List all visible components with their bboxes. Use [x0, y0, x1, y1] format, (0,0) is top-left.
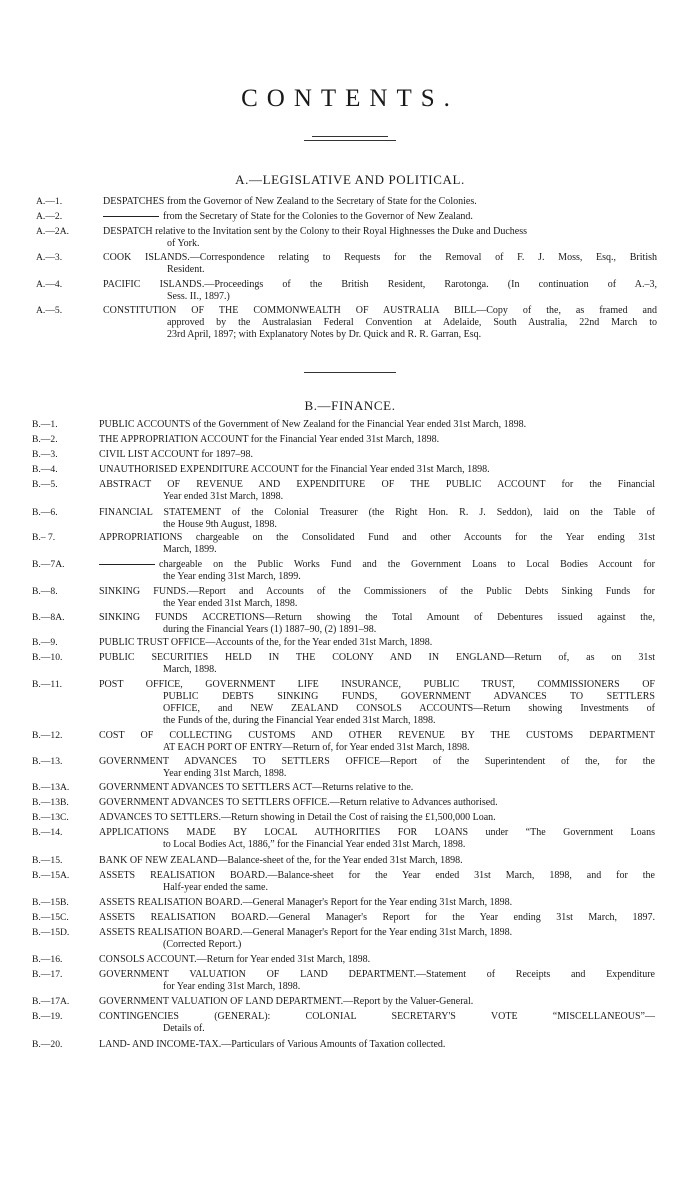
entry-code: B.—8. — [32, 586, 58, 597]
entry-line: CONSTITUTION OF THE COMMONWEALTH OF AUSTRALIA BILL—Copy of the, as framed and — [103, 305, 657, 316]
entry-description — [99, 912, 655, 924]
entry-code: B.—16. — [32, 954, 63, 965]
entry-line: (Corrected Report.) — [163, 939, 242, 950]
entry-line: CONTINGENCIES (GENERAL): COLONIAL SECRETARY'S VOTE “MISCELLANEOUS”— — [99, 1011, 655, 1022]
entry-description — [99, 679, 655, 727]
ditto-dash — [99, 564, 155, 565]
entry-code: B.—19. — [32, 1011, 63, 1022]
entry-line: Half-year ended the same. — [163, 882, 268, 893]
entry-line: during the Financial Years (1) 1887–90, (2) 1891–98. — [163, 624, 377, 635]
title-rule-lower — [304, 140, 396, 141]
entry-code: B.—3. — [32, 449, 58, 460]
entry-line: PUBLIC DEBTS SINKING FUNDS, GOVERNMENT ADVANCES TO SETTLERS — [163, 691, 655, 702]
entry-code: B.—1. — [32, 419, 58, 430]
section-heading-legislative: A.—LEGISLATIVE AND POLITICAL. — [235, 172, 465, 187]
title-rule-upper — [312, 136, 388, 137]
entry-description — [99, 927, 655, 951]
entry-description — [99, 652, 655, 676]
entry-description — [99, 434, 655, 446]
entry-code: A.—5. — [36, 305, 63, 316]
entry-line: GOVERNMENT VALUATION OF LAND DEPARTMENT.—Report by the Valuer-General. — [99, 996, 474, 1007]
entry-line-text: chargeable on the Public Works Fund and the Government Loans to Local Bodies Account for — [159, 559, 655, 570]
entry-code: B.—12. — [32, 730, 63, 741]
entry-line: GOVERNMENT ADVANCES TO SETTLERS OFFICE—Report of the Superintendent of the, for the — [99, 756, 655, 767]
entry-code: B.—13C. — [32, 812, 69, 823]
entry-description — [99, 449, 655, 461]
entry-line: of York. — [167, 238, 200, 249]
entry-line: ASSETS REALISATION BOARD.—General Manager's Report for the Year ending 31st March, 1898. — [99, 927, 513, 938]
entry-description — [99, 827, 655, 851]
page-title: CONTENTS. — [241, 85, 459, 112]
entry-description — [99, 954, 655, 966]
entry-code: A.—3. — [36, 252, 63, 263]
entry-line: approved by the Australasian Federal Convention at Adelaide, South Australia, 22nd March to — [167, 317, 657, 328]
entry-code: B.—15D. — [32, 927, 70, 938]
section-heading-finance: B.—FINANCE. — [304, 398, 396, 413]
entry-line: PUBLIC ACCOUNTS of the Government of New Zealand for the Financial Year ended 31st March, 1898. — [99, 419, 527, 430]
entry-code: B.—7A. — [32, 559, 65, 570]
entry-line: FINANCIAL STATEMENT of the Colonial Treasurer (the Right Hon. R. J. Seddon), laid on the Table of — [99, 507, 655, 518]
entry-line — [103, 211, 657, 223]
entry-line: ASSETS REALISATION BOARD.—Balance-sheet for the Year ended 31st March, 1898, and for the — [99, 870, 655, 881]
entry-code: A.—4. — [36, 279, 63, 290]
entry-line — [99, 559, 655, 571]
entry-description — [99, 637, 655, 649]
ditto-dash — [103, 216, 159, 217]
entry-line: COOK ISLANDS.—Correspondence relating to Requests for the Removal of F. J. Moss, Esq., British — [103, 252, 657, 263]
entry-line: SINKING FUNDS ACCRETIONS—Return showing the Total Amount of Debentures issued against the, — [99, 612, 655, 623]
entry-description — [99, 532, 655, 556]
entry-description — [99, 996, 655, 1008]
entry-line: OFFICE, and NEW ZEALAND CONSOLS ACCOUNTS—Return showing Investments of — [163, 703, 655, 714]
entry-description — [99, 479, 655, 503]
entry-line: CONSOLS ACCOUNT.—Return for Year ended 31st March, 1898. — [99, 954, 371, 965]
entry-line: DESPATCH relative to the Invitation sent by the Colony to their Royal Highnesses the Duke and Duchess — [103, 226, 528, 237]
entry-line: Sess. II., 1897.) — [167, 291, 230, 302]
entry-code: B.—10. — [32, 652, 63, 663]
entry-line: March, 1899. — [163, 544, 217, 555]
entry-description — [99, 559, 655, 583]
entry-code: B.—11. — [32, 679, 63, 690]
entry-line: Details of. — [163, 1023, 205, 1034]
entry-code: A.—2. — [36, 211, 63, 222]
entry-description — [99, 507, 655, 531]
entry-description — [99, 897, 655, 909]
entry-code: B.– 7. — [32, 532, 56, 543]
entry-description — [99, 855, 655, 867]
entry-line: Resident. — [167, 264, 205, 275]
entry-description — [99, 419, 655, 431]
entry-line: ABSTRACT OF REVENUE AND EXPENDITURE OF THE PUBLIC ACCOUNT for the Financial — [99, 479, 655, 490]
entry-description — [99, 969, 655, 993]
entry-description — [99, 1039, 655, 1051]
entry-line: APPROPRIATIONS chargeable on the Consolidated Fund and other Accounts for the Year ending 31st — [99, 532, 655, 543]
entry-code: B.—15C. — [32, 912, 69, 923]
entry-description — [103, 252, 657, 276]
entry-line: LAND- AND INCOME-TAX.—Particulars of Various Amounts of Taxation collected. — [99, 1039, 446, 1050]
entry-code: B.—9. — [32, 637, 58, 648]
entry-description — [99, 612, 655, 636]
entry-line: Year ended 31st March, 1898. — [163, 491, 284, 502]
entry-line: ADVANCES TO SETTLERS.—Return showing in Detail the Cost of raising the £1,500,000 Loan. — [99, 812, 496, 823]
entry-description — [99, 812, 655, 824]
entry-line: PUBLIC SECURITIES HELD IN THE COLONY AND IN ENGLAND—Return of, as on 31st — [99, 652, 655, 663]
entry-line: March, 1898. — [163, 664, 217, 675]
entry-code: B.—13. — [32, 756, 63, 767]
entry-description — [99, 870, 655, 894]
entry-line: CIVIL LIST ACCOUNT for 1897–98. — [99, 449, 253, 460]
entry-description — [99, 797, 655, 809]
entry-line: UNAUTHORISED EXPENDITURE ACCOUNT for the Financial Year ended 31st March, 1898. — [99, 464, 490, 475]
entry-description — [99, 464, 655, 476]
entry-code: B.—13A. — [32, 782, 70, 793]
entry-line: SINKING FUNDS.—Report and Accounts of the Commissioners of the Public Debts Sinking Funds for — [99, 586, 655, 597]
entry-line: BANK OF NEW ZEALAND—Balance-sheet of the, for the Year ended 31st March, 1898. — [99, 855, 463, 866]
entry-code: B.—14. — [32, 827, 63, 838]
entry-line: ASSETS REALISATION BOARD.—General Manager's Report for the Year ending 31st March, 1897. — [99, 912, 655, 923]
entry-code: B.—5. — [32, 479, 58, 490]
entry-line: GOVERNMENT ADVANCES TO SETTLERS ACT—Returns relative to the. — [99, 782, 414, 793]
section-divider — [304, 372, 396, 373]
entry-code: B.—13B. — [32, 797, 69, 808]
entry-code: B.—17A. — [32, 996, 70, 1007]
entry-line: the Year ending 31st March, 1899. — [163, 571, 301, 582]
entry-code: B.—17. — [32, 969, 63, 980]
entry-code: B.—2. — [32, 434, 58, 445]
entry-line: Year ending 31st March, 1898. — [163, 768, 287, 779]
entry-line: PUBLIC TRUST OFFICE—Accounts of the, for the Year ended 31st March, 1898. — [99, 637, 433, 648]
entry-line: the Year ended 31st March, 1898. — [163, 598, 298, 609]
entry-line: PACIFIC ISLANDS.—Proceedings of the British Resident, Rarotonga. (In continuation of A.–3, — [103, 279, 657, 290]
entry-line: 23rd April, 1897; with Explanatory Notes by Dr. Quick and R. R. Garran, Esq. — [167, 329, 482, 340]
entry-line: the Funds of the, during the Financial Year ended 31st March, 1898. — [163, 715, 436, 726]
entry-line: to Local Bodies Act, 1886,” for the Financial Year ended 31st March, 1898. — [163, 839, 466, 850]
entry-line: THE APPROPRIATION ACCOUNT for the Financial Year ended 31st March, 1898. — [99, 434, 440, 445]
entry-code: B.—15B. — [32, 897, 69, 908]
entry-description — [99, 782, 655, 794]
entry-description — [99, 730, 655, 754]
entry-code: B.—8A. — [32, 612, 65, 623]
entry-code: B.—4. — [32, 464, 58, 475]
entry-description — [99, 1011, 655, 1035]
entry-code: B.—15A. — [32, 870, 70, 881]
entry-description — [103, 211, 657, 223]
entry-code: B.—6. — [32, 507, 58, 518]
entry-line: POST OFFICE, GOVERNMENT LIFE INSURANCE, PUBLIC TRUST, COMMISSIONERS OF — [99, 679, 655, 690]
entry-code: B.—15. — [32, 855, 63, 866]
entry-description — [103, 196, 657, 208]
entry-line: APPLICATIONS MADE BY LOCAL AUTHORITIES FOR LOANS under “The Government Loans — [99, 827, 655, 838]
entry-line: the House 9th August, 1898. — [163, 519, 277, 530]
entry-code: B.—20. — [32, 1039, 63, 1050]
entry-line: GOVERNMENT VALUATION OF LAND DEPARTMENT.—Statement of Receipts and Expenditure — [99, 969, 655, 980]
entry-description — [103, 279, 657, 303]
entry-code: A.—2A. — [36, 226, 70, 237]
entry-line: ASSETS REALISATION BOARD.—General Manager's Report for the Year ending 31st March, 1898. — [99, 897, 513, 908]
entry-line: for Year ending 31st March, 1898. — [163, 981, 301, 992]
entry-line: AT EACH PORT OF ENTRY—Return of, for Year ended 31st March, 1898. — [163, 742, 470, 753]
entry-description — [103, 305, 657, 341]
entry-code: A.—1. — [36, 196, 63, 207]
entry-description — [99, 756, 655, 780]
entry-line-text: from the Secretary of State for the Colonies to the Governor of New Zealand. — [163, 211, 473, 222]
entry-line: GOVERNMENT ADVANCES TO SETTLERS OFFICE.—Return relative to Advances authorised. — [99, 797, 498, 808]
entry-description — [103, 226, 657, 250]
entry-line: DESPATCHES from the Governor of New Zealand to the Secretary of State for the Colonies. — [103, 196, 477, 207]
entry-line: COST OF COLLECTING CUSTOMS AND OTHER REVENUE BY THE CUSTOMS DEPARTMENT — [99, 730, 655, 741]
entry-description — [99, 586, 655, 610]
